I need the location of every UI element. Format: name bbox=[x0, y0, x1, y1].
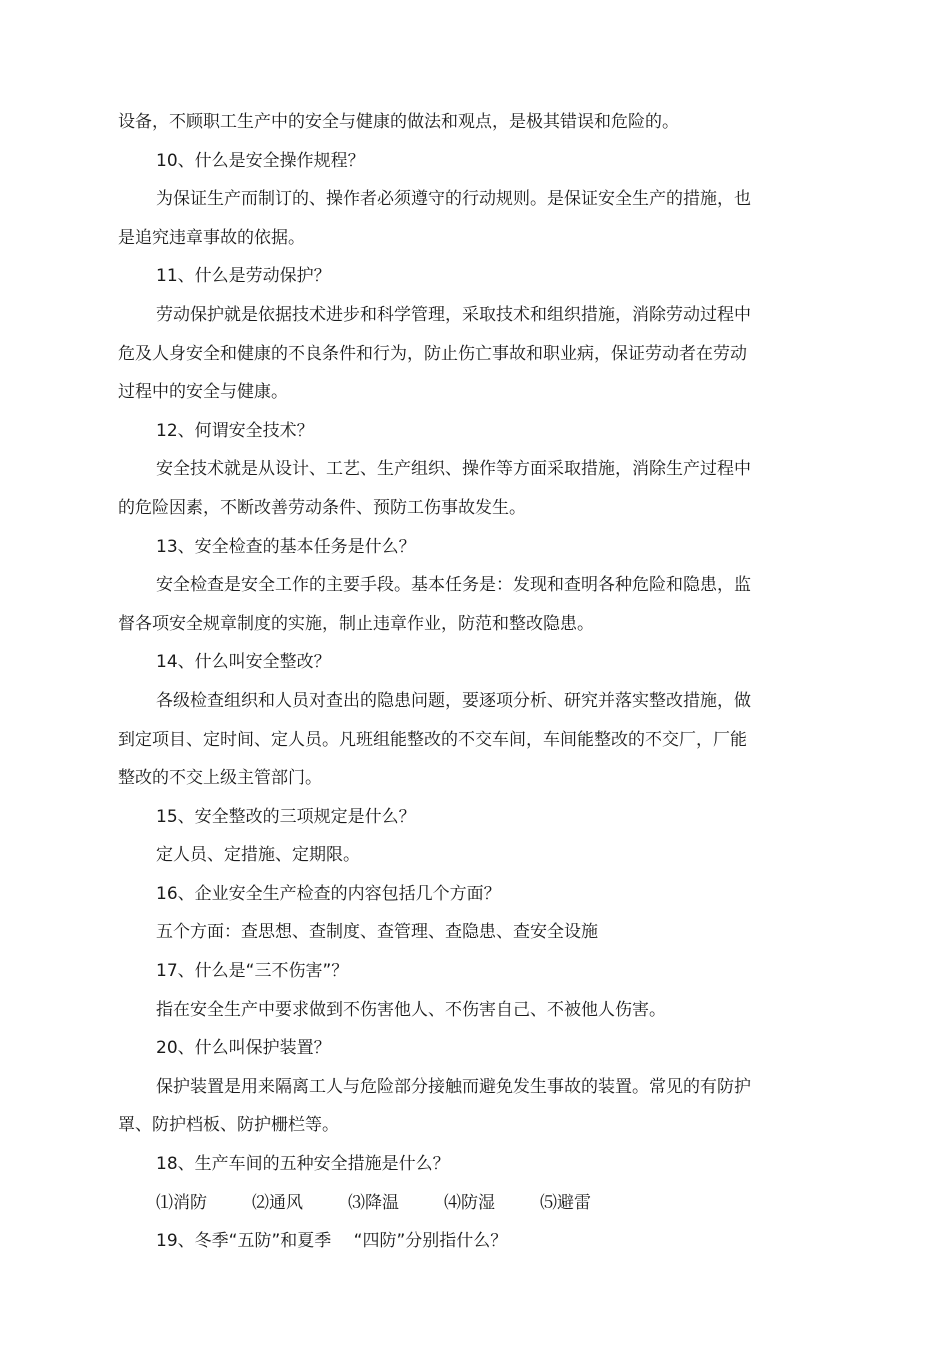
document-page bbox=[118, 103, 783, 1261]
text-line: 安全技术就是从设计、工艺、生产组织、操作等方面采取措施，消除生产过程中 bbox=[156, 459, 751, 480]
text-line: 危及人身安全和健康的不良条件和行为，防止伤亡事故和职业病，保证劳动者在劳动 bbox=[118, 343, 747, 364]
text-line: 过程中的安全与健康。 bbox=[118, 382, 288, 403]
text-line: 安全检查是安全工作的主要手段。基本任务是：发现和查明各种危险和隐患，监 bbox=[156, 575, 751, 596]
text-line: 17、什么是“三不伤害”？ bbox=[156, 961, 349, 982]
text-line: 到定项目、定时间、定人员。凡班组能整改的不交车间，车间能整改的不交厂，厂能 bbox=[118, 729, 747, 750]
text-line: 14、什么叫安全整改？ bbox=[156, 652, 331, 673]
question-line: 19、冬季“五防”和夏季 “四防”分别指什么？ bbox=[156, 1231, 508, 1252]
text-line: 18、生产车间的五种安全措施是什么？ bbox=[156, 1154, 450, 1175]
text-line: 整改的不交上级主管部门。 bbox=[118, 768, 322, 789]
text-line: 罩、防护档板、防护栅栏等。 bbox=[118, 1115, 339, 1136]
text-line: 的危险因素，不断改善劳动条件、预防工伤事故发生。 bbox=[118, 497, 526, 518]
text-line: 16、企业安全生产检查的内容包括几个方面？ bbox=[156, 883, 501, 904]
text-line: 是追究违章事故的依据。 bbox=[118, 227, 305, 248]
option-item: ⑸避雷 bbox=[540, 1192, 591, 1213]
text-line: 20、什么叫保护装置？ bbox=[156, 1038, 331, 1059]
text-line: 定人员、定措施、定期限。 bbox=[156, 845, 360, 866]
text-line: 各级检查组织和人员对查出的隐患问题，要逐项分析、研究并落实整改措施，做 bbox=[156, 690, 751, 711]
text-line: 为保证生产而制订的、操作者必须遵守的行动规则。是保证安全生产的措施，也 bbox=[156, 189, 751, 210]
text-line: 11、什么是劳动保护？ bbox=[156, 266, 331, 287]
text-line: 15、安全整改的三项规定是什么？ bbox=[156, 806, 416, 827]
option-item: ⑷防湿 bbox=[444, 1192, 495, 1213]
option-item: ⑵通风 bbox=[252, 1192, 303, 1213]
option-item: ⑴消防 bbox=[156, 1192, 207, 1213]
document-body bbox=[118, 103, 783, 1184]
text-line: 保护装置是用来隔离工人与危险部分接触而避免发生事故的装置。常见的有防护 bbox=[156, 1076, 751, 1097]
text-line: 劳动保护就是依据技术进步和科学管理，采取技术和组织措施，消除劳动过程中 bbox=[156, 304, 751, 325]
safety-measures-options bbox=[118, 1184, 783, 1223]
text-line: 五个方面：查思想、查制度、查管理、查隐患、查安全设施 bbox=[156, 922, 598, 943]
option-item: ⑶降温 bbox=[348, 1192, 399, 1213]
text-line: 设备，不顾职工生产中的安全与健康的做法和观点，是极其错误和危险的。 bbox=[118, 112, 679, 132]
text-line: 12、何谓安全技术？ bbox=[156, 420, 314, 441]
text-line: 督各项安全规章制度的实施，制止违章作业，防范和整改隐患。 bbox=[118, 613, 594, 634]
text-line: 指在安全生产中要求做到不伤害他人、不伤害自己、不被他人伤害。 bbox=[156, 999, 666, 1020]
text-line: 10、什么是安全操作规程？ bbox=[156, 150, 365, 171]
text-line: 13、安全检查的基本任务是什么？ bbox=[156, 536, 416, 557]
